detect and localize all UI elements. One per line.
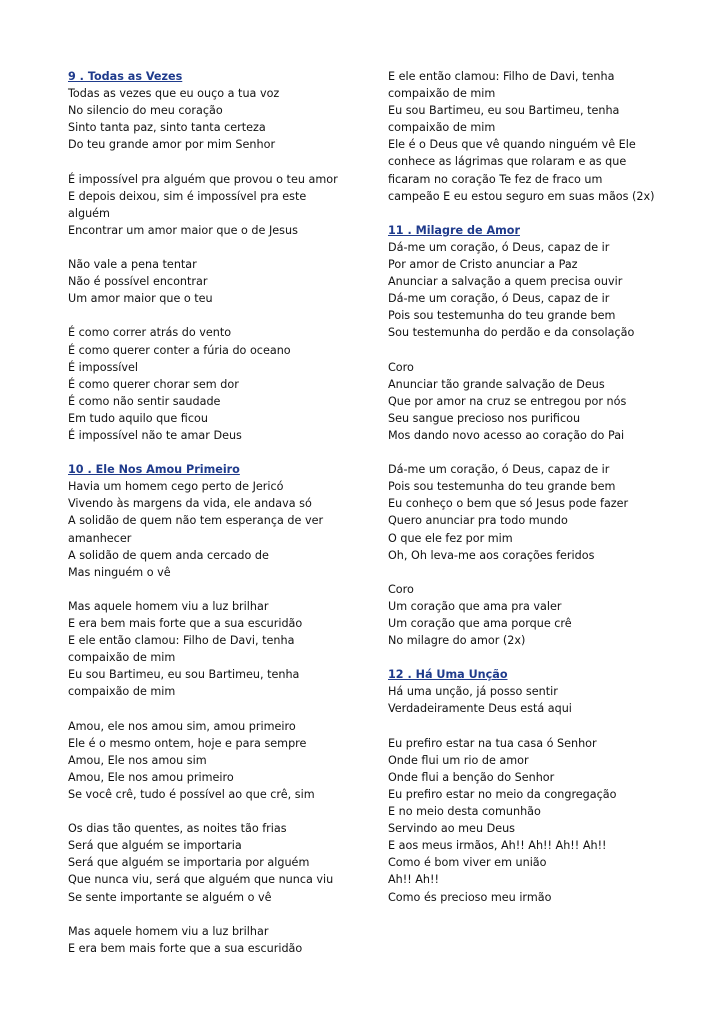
lyric-line: Há uma unção, já posso sentir [388,685,558,699]
lyric-line: Amou, ele nos amou sim, amou primeiro [68,719,296,733]
lyric-line: Como é bom viver em união [388,856,547,870]
lyric-line: compaixão de mim [388,87,496,101]
lyric-line: amanhecer [68,531,132,545]
lyric-line: Mas aquele homem viu a luz brilhar [68,924,269,938]
lyric-line: Dá-me um coração, ó Deus, capaz de ir [388,240,610,254]
lyric-line: ficaram no coração Te fez de fraco um [388,172,603,186]
lyric-line: Todas as vezes que eu ouço a tua voz [68,87,280,101]
stanza-gap [388,444,678,461]
stanza-gap [388,718,678,735]
right-column [388,68,678,906]
left-column [68,68,368,957]
stanza-gap [68,803,368,820]
lyric-line: Que por amor na cruz se entregou por nós [388,394,627,408]
lyric-line: Coro [388,360,414,374]
lyric-line: Ele é o Deus que vê quando ninguém vê Ele [388,138,636,152]
lyric-line: Eu conheço o bem que só Jesus pode fazer [388,497,629,511]
song-title: 10 . Ele Nos Amou Primeiro [68,463,240,477]
lyric-line: Se você crê, tudo é possível ao que crê, sim [68,787,315,801]
lyric-line: Mas aquele homem viu a luz brilhar [68,599,269,613]
lyric-line: Eu sou Bartimeu, eu sou Bartimeu, tenha [388,104,620,118]
lyric-line: Onde flui um rio de amor [388,753,529,767]
lyric-line: É impossível pra alguém que provou o teu amor [68,172,338,186]
lyric-line: E no meio desta comunhão [388,805,541,819]
song-title: 12 . Há Uma Unção [388,668,508,682]
lyric-line: E aos meus irmãos, Ah!! Ah!! Ah!! Ah!! [388,839,607,853]
stanza-gap [388,649,678,666]
lyric-line: Será que alguém se importaria [68,839,242,853]
lyric-line: Que nunca viu, será que alguém que nunca viu [68,873,334,887]
lyric-line: Seu sangue precioso nos purificou [388,411,581,425]
lyric-line: Onde flui a benção do Senhor [388,770,555,784]
lyric-line: Pois sou testemunha do teu grande bem [388,309,616,323]
stanza-gap [68,239,368,256]
lyric-line: campeão E eu estou seguro em suas mãos (2x) [388,189,655,203]
lyric-line: compaixão de mim [68,685,176,699]
lyric-line: E depois deixou, sim é impossível pra este [68,189,307,203]
stanza-gap [68,153,368,170]
lyric-line: Um coração que ama pra valer [388,599,562,613]
lyric-line: No silencio do meu coração [68,104,223,118]
lyric-line: E era bem mais forte que a sua escuridão [68,941,303,955]
lyric-line: É como querer conter a fúria do oceano [68,343,291,357]
lyric-line: A solidão de quem não tem esperança de ver [68,514,324,528]
song-title: 11 . Milagre de Amor [388,223,520,237]
lyric-line: Um amor maior que o teu [68,292,213,306]
lyric-line: A solidão de quem anda cercado de [68,548,269,562]
lyric-line: E ele então clamou: Filho de Davi, tenha [68,634,295,648]
stanza-gap [388,342,678,359]
lyric-line: E ele então clamou: Filho de Davi, tenha [388,70,615,83]
lyric-line: Amou, Ele nos amou primeiro [68,770,234,784]
lyric-line: Anunciar a salvação a quem precisa ouvir [388,275,623,289]
lyric-line: O que ele fez por mim [388,531,513,545]
lyric-line: Vivendo às margens da vida, ele andava só [68,497,312,511]
lyric-line: Eu prefiro estar na tua casa ó Senhor [388,736,597,750]
lyric-line: Coro [388,582,414,596]
stanza-gap [68,307,368,324]
lyric-line: compaixão de mim [388,121,496,135]
lyric-line: Servindo ao meu Deus [388,822,516,836]
stanza-gap [68,700,368,717]
lyric-line: Eu prefiro estar no meio da congregação [388,787,617,801]
lyric-line: Ah!! Ah!! [388,873,439,887]
lyric-line: Dá-me um coração, ó Deus, capaz de ir [388,292,610,306]
lyric-line: Mos dando novo acesso ao coração do Pai [388,428,625,442]
lyric-line: Por amor de Cristo anunciar a Paz [388,258,578,272]
lyric-line: Os dias tão quentes, as noites tão frias [68,822,287,836]
song-title: 9 . Todas as Vezes [68,70,183,83]
lyric-line: Oh, Oh leva-me aos corações feridos [388,548,595,562]
lyric-line: Pois sou testemunha do teu grande bem [388,480,616,494]
lyric-line: Não vale a pena tentar [68,258,197,272]
lyric-line: É como querer chorar sem dor [68,377,239,391]
stanza-gap [68,581,368,598]
lyric-line: Ele é o mesmo ontem, hoje e para sempre [68,736,307,750]
stanza-gap [68,444,368,461]
lyric-line: Não é possível encontrar [68,275,208,289]
lyric-line: Sinto tanta paz, sinto tanta certeza [68,121,266,135]
lyric-line: Um coração que ama porque crê [388,617,572,630]
lyric-line: Verdadeiramente Deus está aqui [388,702,572,716]
lyric-line: É como correr atrás do vento [68,326,232,340]
stanza-gap [388,564,678,581]
lyric-line: conhece as lágrimas que rolaram e as que [388,155,627,169]
lyric-line: Se sente importante se alguém o vê [68,890,272,904]
lyric-line: compaixão de mim [68,651,176,665]
lyric-line: alguém [68,206,110,220]
lyric-line: É como não sentir saudade [68,394,221,408]
lyric-line: E era bem mais forte que a sua escuridão [68,617,303,630]
stanza-gap [68,906,368,923]
lyric-line: Do teu grande amor por mim Senhor [68,138,276,152]
lyric-line: É impossível [68,360,138,374]
lyric-line: É impossível não te amar Deus [68,428,242,442]
lyric-line: Amou, Ele nos amou sim [68,753,207,767]
lyric-line: Como és precioso meu irmão [388,890,552,904]
lyric-line: Será que alguém se importaria por alguém [68,856,310,870]
lyric-line: Sou testemunha do perdão e da consolação [388,326,635,340]
lyric-line: Havia um homem cego perto de Jericó [68,480,284,494]
lyric-line: Eu sou Bartimeu, eu sou Bartimeu, tenha [68,668,300,682]
lyric-line: No milagre do amor (2x) [388,634,526,648]
lyric-line: Mas ninguém o vê [68,565,171,579]
stanza-gap [388,205,678,222]
lyric-line: Encontrar um amor maior que o de Jesus [68,223,298,237]
lyric-line: Dá-me um coração, ó Deus, capaz de ir [388,463,610,477]
lyric-line: Em tudo aquilo que ficou [68,411,208,425]
lyric-line: Quero anunciar pra todo mundo [388,514,568,528]
lyric-line: Anunciar tão grande salvação de Deus [388,377,605,391]
